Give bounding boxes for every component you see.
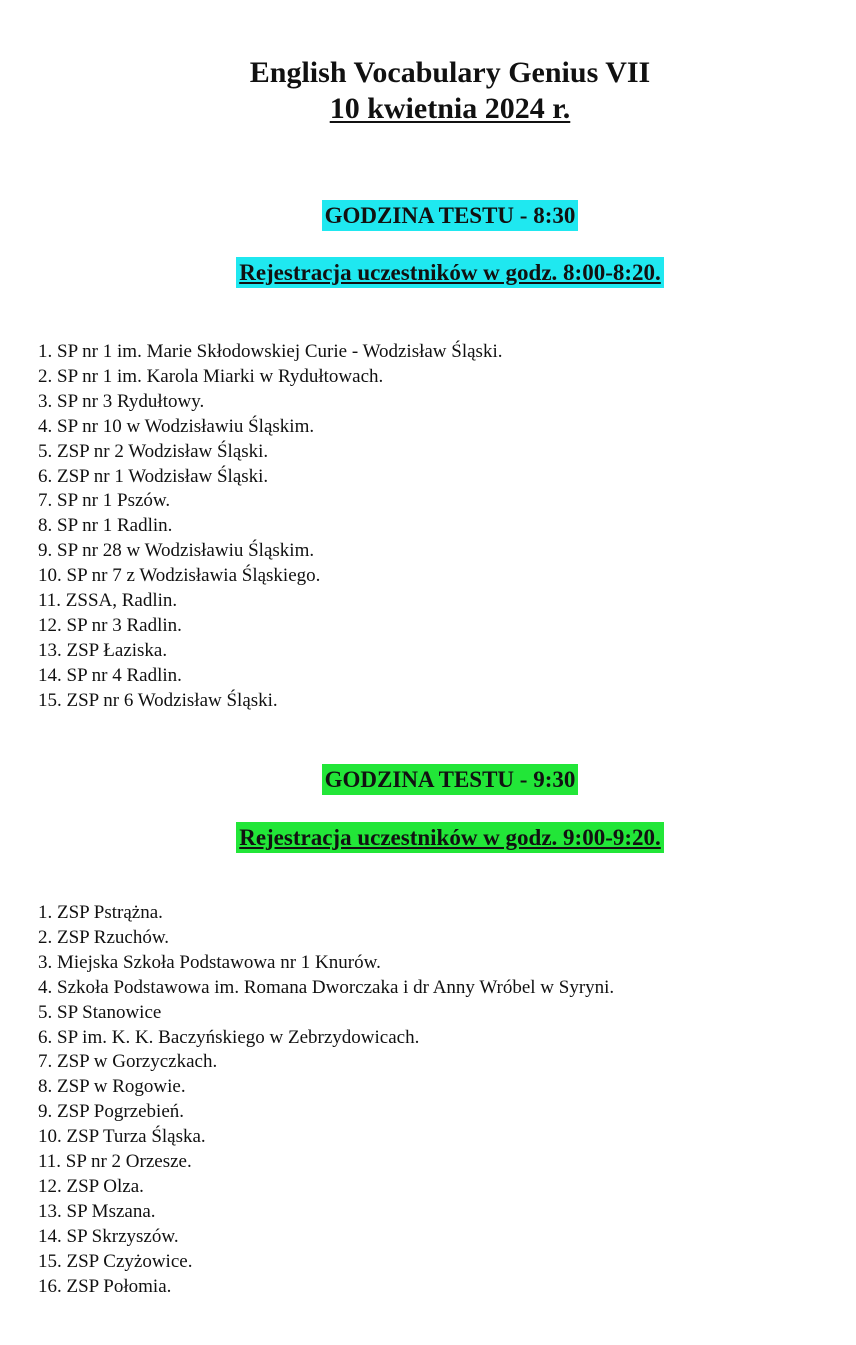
session-1-test-time-label: GODZINA TESTU - 8:30: [322, 200, 579, 231]
session-1-registration-label: Rejestracja uczestników w godz. 8:00-8:20.: [236, 257, 664, 288]
session-1-test-time: [0, 200, 856, 231]
list-item: 12. ZSP Olza.: [38, 1175, 144, 1197]
list-item: 13. ZSP Łaziska.: [38, 639, 168, 661]
session-1-school-list: [38, 340, 502, 714]
list-item: 14. SP nr 4 Radlin.: [38, 664, 182, 686]
list-item: 4. Szkoła Podstawowa im. Romana Dworczaka i dr Anny Wróbel w Syryni.: [38, 976, 615, 998]
list-item: 6. SP im. K. K. Baczyńskiego w Zebrzydowicach.: [38, 1026, 420, 1048]
list-item: 14. SP Skrzyszów.: [38, 1225, 179, 1247]
document-title: English Vocabulary Genius VII: [249, 56, 651, 89]
session-2-registration: [0, 822, 856, 853]
document-date: 10 kwietnia 2024 r.: [329, 92, 571, 125]
list-item: 5. SP Stanowice: [38, 1001, 162, 1023]
list-item: 2. ZSP Rzuchów.: [38, 926, 170, 948]
list-item: 9. SP nr 28 w Wodzisławiu Śląskim.: [38, 540, 315, 562]
session-2-school-list: [38, 901, 614, 1300]
list-item: 13. SP Mszana.: [38, 1200, 156, 1222]
list-item: 8. SP nr 1 Radlin.: [38, 515, 173, 537]
list-item: 7. ZSP w Gorzyczkach.: [38, 1051, 218, 1073]
list-item: 15. ZSP nr 6 Wodzisław Śląski.: [38, 689, 278, 711]
list-item: 10. ZSP Turza Śląska.: [38, 1126, 206, 1148]
list-item: 9. ZSP Pogrzebień.: [38, 1101, 185, 1123]
list-item: 11. ZSSA, Radlin.: [38, 590, 178, 612]
list-item: 12. SP nr 3 Radlin.: [38, 614, 182, 636]
list-item: 5. ZSP nr 2 Wodzisław Śląski.: [38, 440, 269, 462]
list-item: 2. SP nr 1 im. Karola Miarki w Rydułtowach.: [38, 365, 384, 387]
list-item: 6. ZSP nr 1 Wodzisław Śląski.: [38, 465, 269, 487]
session-2-test-time: [0, 764, 856, 795]
list-item: 10. SP nr 7 z Wodzisławia Śląskiego.: [38, 565, 321, 587]
list-item: 1. SP nr 1 im. Marie Skłodowskiej Curie - Wodzisław Śląski.: [38, 341, 503, 362]
list-item: 1. ZSP Pstrążna.: [38, 902, 163, 923]
list-item: 3. SP nr 3 Rydułtowy.: [38, 390, 205, 412]
session-2-registration-label: Rejestracja uczestników w godz. 9:00-9:20.: [236, 822, 664, 853]
list-item: 8. ZSP w Rogowie.: [38, 1076, 186, 1098]
list-item: 11. SP nr 2 Orzesze.: [38, 1151, 192, 1173]
list-item: 7. SP nr 1 Pszów.: [38, 490, 171, 512]
list-item: 4. SP nr 10 w Wodzisławiu Śląskim.: [38, 415, 315, 437]
list-item: 16. ZSP Połomia.: [38, 1275, 172, 1297]
session-1-registration: [0, 257, 856, 288]
session-2-test-time-label: GODZINA TESTU - 9:30: [322, 764, 579, 795]
list-item: 15. ZSP Czyżowice.: [38, 1250, 193, 1272]
list-item: 3. Miejska Szkoła Podstawowa nr 1 Knurów.: [38, 951, 381, 973]
